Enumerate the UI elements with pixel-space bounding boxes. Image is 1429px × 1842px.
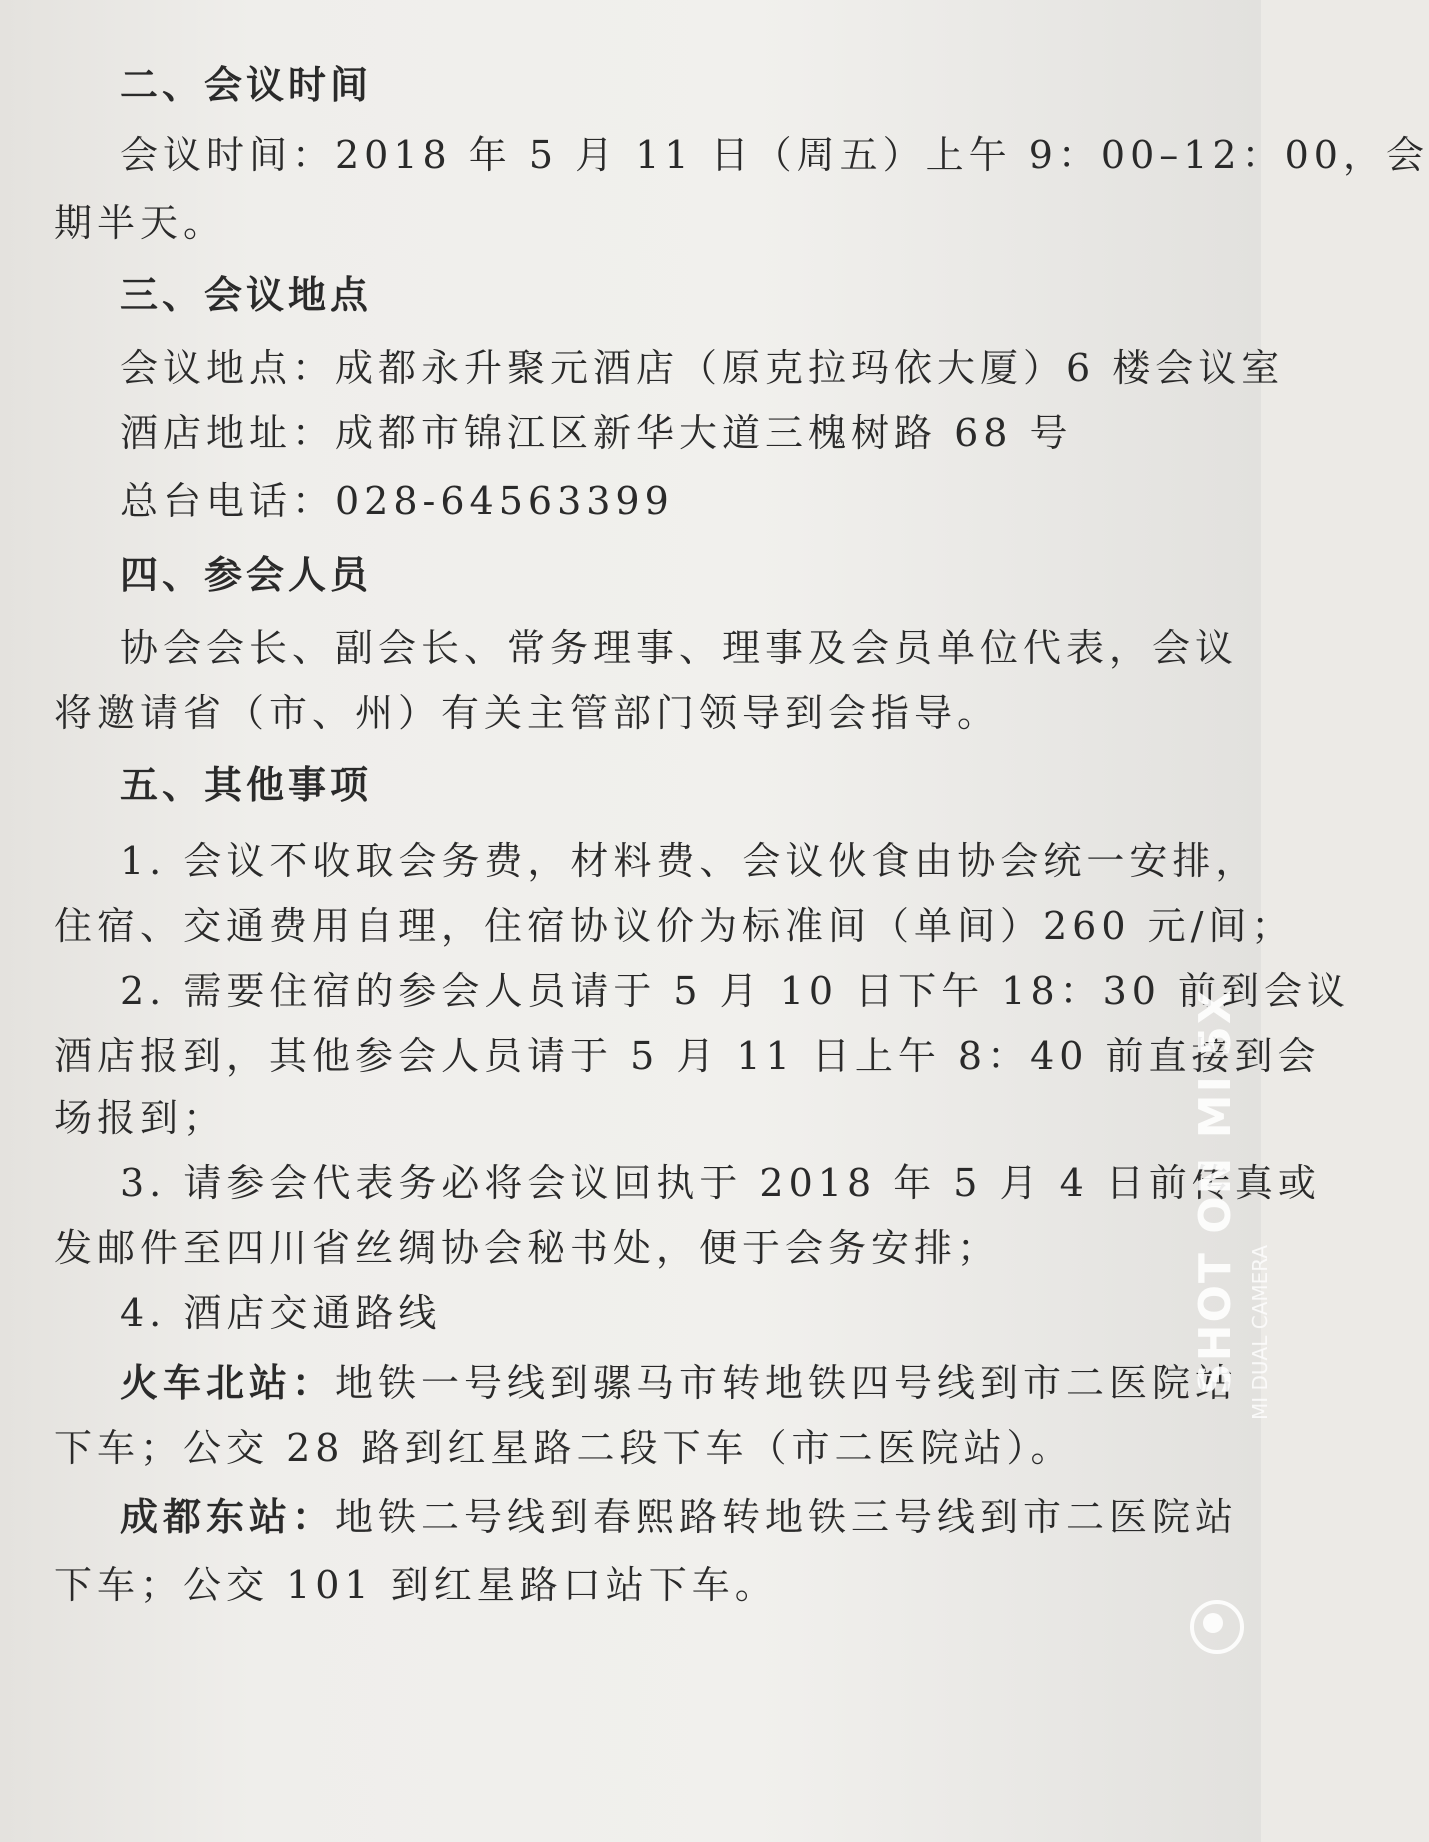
section-heading-attendees: 四、参会人员	[120, 552, 373, 597]
route-north-station-line-2: 下车；公交 28 路到红星路二段下车（市二医院站）。	[54, 1426, 1074, 1470]
camera-watermark-icon	[1190, 1600, 1244, 1654]
meeting-location-line: 会议地点：成都永升聚元酒店（原克拉玛依大厦）6 楼会议室	[120, 346, 1285, 390]
section-heading-meeting-location: 三、会议地点	[120, 272, 373, 317]
item-3-line-1: 3. 请参会代表务必将会议回执于 2018 年 5 月 4 日前传真或	[120, 1161, 1321, 1205]
route-north-station-label: 火车北站：	[120, 1360, 336, 1405]
item-2-line-2: 酒店报到，其他参会人员请于 5 月 11 日上午 8：40 前直接到会	[54, 1034, 1321, 1078]
item-2-line-3: 场报到；	[54, 1096, 227, 1140]
front-desk-phone-line: 总台电话：028-64563399	[120, 479, 674, 523]
attendees-line-1: 协会会长、副会长、常务理事、理事及会员单位代表，会议	[120, 626, 1239, 670]
camera-watermark: SHOT ON MI 5X	[1190, 988, 1241, 1395]
item-4-heading: 4. 酒店交通路线	[120, 1291, 442, 1335]
section-heading-meeting-time: 二、会议时间	[120, 62, 373, 107]
item-2-line-1: 2. 需要住宿的参会人员请于 5 月 10 日下午 18：30 前到会议	[120, 969, 1351, 1013]
item-1-line-1: 1. 会议不收取会务费，材料费、会议伙食由协会统一安排，	[120, 839, 1259, 883]
item-3-line-2: 发邮件至四川省丝绸协会秘书处，便于会务安排；	[54, 1226, 1001, 1270]
item-1-line-2: 住宿、交通费用自理，住宿协议价为标准间（单间）260 元/间；	[54, 904, 1295, 948]
camera-watermark-subtext: MI DUAL CAMERA	[1248, 1244, 1272, 1420]
route-north-station-text: 地铁一号线到骡马市转地铁四号线到市二医院站	[335, 1361, 1239, 1405]
meeting-time-line-2: 期半天。	[54, 201, 227, 245]
hotel-address-line: 酒店地址：成都市锦江区新华大道三槐树路 68 号	[120, 411, 1073, 455]
route-north-station-line-1	[120, 1360, 1238, 1406]
section-heading-other-matters: 五、其他事项	[120, 762, 373, 807]
attendees-line-2: 将邀请省（市、州）有关主管部门领导到会指导。	[54, 691, 1001, 735]
route-east-station-text: 地铁二号线到春熙路转地铁三号线到市二医院站	[335, 1495, 1239, 1539]
route-east-station-line-1	[120, 1494, 1238, 1540]
route-east-station-label: 成都东站：	[120, 1494, 336, 1539]
route-east-station-line-2: 下车；公交 101 到红星路口站下车。	[54, 1563, 778, 1607]
meeting-time-line-1: 会议时间：2018 年 5 月 11 日（周五）上午 9：00–12：00，会	[120, 133, 1429, 177]
